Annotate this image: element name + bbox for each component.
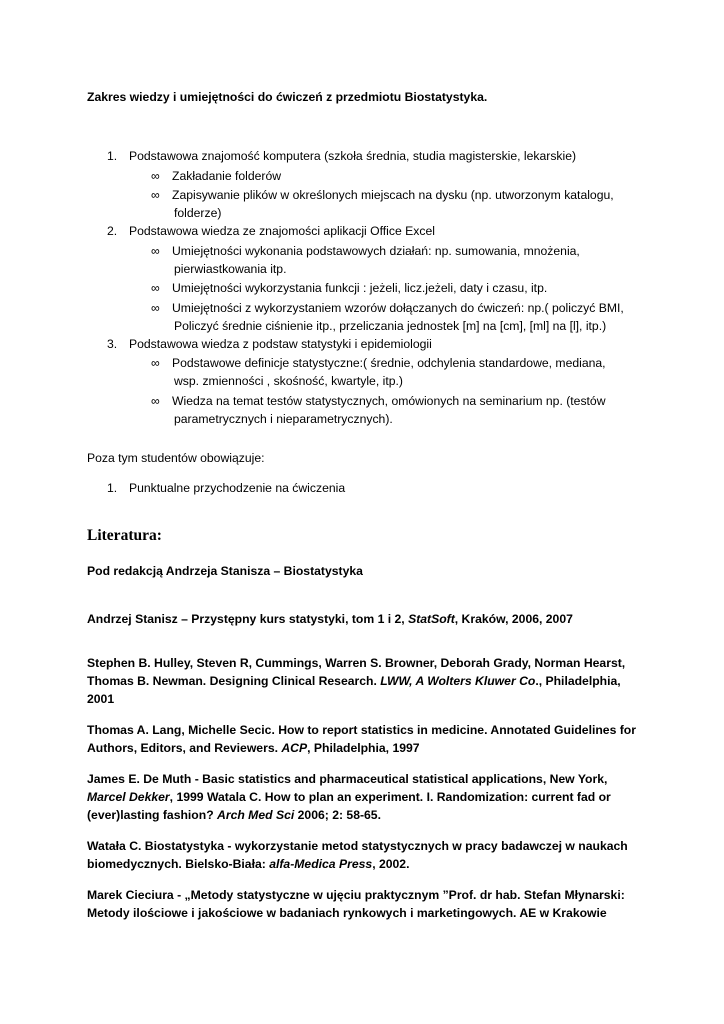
sub-item-continuation: wsp. zmienności , skośność, kwartyle, itp.)	[174, 374, 403, 388]
requirements-list	[87, 479, 647, 497]
sub-list-item	[87, 392, 657, 428]
reference-text: Thomas A. Lang, Michelle Secic. How to report statistics in medicine. Annotated Guidelines for Authors, Editors, and Reviewers.	[87, 723, 636, 755]
list-number: 1.	[107, 149, 118, 163]
sub-item-continuation: folderze)	[174, 206, 222, 220]
list-item	[87, 479, 647, 497]
reference-publisher: Marcel Dekker	[87, 790, 170, 804]
infinity-bullet-icon: ∞	[151, 393, 160, 408]
infinity-bullet-icon: ∞	[151, 188, 160, 202]
list-item-text: Podstawowa znajomość komputera (szkoła średnia, studia magisterskie, lekarskie)	[129, 149, 577, 163]
sub-list-item	[87, 299, 657, 335]
sub-item-text: Zakładanie folderów	[172, 168, 282, 183]
sub-list	[87, 242, 657, 335]
reference-entry	[87, 654, 647, 708]
reference-entry	[87, 886, 647, 922]
reference-entry	[87, 721, 647, 757]
reference-text: Andrzej Stanisz – Przystępny kurs statystyki, tom 1 i 2,	[87, 612, 409, 626]
reference-text: James E. De Muth - Basic statistics and pharmaceutical statistical applications, New York,	[87, 772, 608, 786]
sub-list	[87, 354, 657, 428]
document-title: Zakres wiedzy i umiejętności do ćwiczeń z przedmiotu Biostatystyka.	[87, 90, 488, 104]
list-item-text: Podstawowa wiedza ze znajomości aplikacji Office Excel	[129, 224, 435, 238]
sub-list-item	[87, 242, 657, 278]
reference-entry	[87, 770, 647, 824]
list-number: 3.	[107, 336, 118, 351]
infinity-bullet-icon: ∞	[151, 281, 160, 295]
reference-text: , 2002.	[372, 857, 410, 871]
sub-list-item	[87, 354, 657, 390]
reference-entry	[87, 837, 647, 873]
sub-item-text: Zapisywanie plików w określonych miejscach na dysku (np. utworzonym katalogu,	[172, 188, 614, 202]
infinity-bullet-icon: ∞	[151, 243, 160, 258]
reference-text: Stephen B. Hulley, Steven R, Cummings, Warren S. Browner, Deborah Grady, Norman Hearst, Thomas B. Newman. Designing Clinical Research.	[87, 656, 626, 688]
sub-list-item	[87, 279, 657, 297]
sub-item-text: Wiedza na temat testów statystycznych, omówionych na seminarium np. (testów	[172, 393, 606, 408]
references-list	[87, 562, 647, 922]
sub-list-item	[87, 167, 657, 185]
sub-list	[87, 167, 657, 223]
reference-text: , Philadelphia, 1997	[307, 741, 420, 755]
reference-entry	[87, 562, 647, 580]
sub-item-continuation: parametrycznych i nieparametrycznych).	[174, 411, 393, 426]
list-item	[87, 147, 657, 222]
reference-text: , Kraków, 2006, 2007	[454, 612, 573, 626]
list-number: 1.	[107, 481, 118, 495]
reference-text: Watała C. Biostatystyka - wykorzystanie metod statystycznych w pracy badawczej w naukach biomedycznych. Bielsko-Biała:	[87, 839, 628, 871]
reference-text: Pod redakcją Andrzeja Stanisza – Biostatystyka	[87, 564, 363, 578]
sub-item-text: Umiejętności wykonania podstawowych działań: np. sumowania, mnożenia,	[172, 243, 580, 258]
sub-list-item	[87, 186, 657, 222]
reference-journal: Arch Med Sci	[217, 808, 295, 822]
skills-list	[87, 147, 657, 428]
sub-item-text: Umiejętności wykorzystania funkcji : jeżeli, licz.jeżeli, daty i czasu, itp.	[172, 281, 548, 295]
list-number: 2.	[107, 224, 118, 238]
list-item-text: Punktualne przychodzenie na ćwiczenia	[129, 481, 346, 495]
reference-publisher: ACP	[281, 741, 308, 755]
list-item	[87, 222, 657, 335]
infinity-bullet-icon: ∞	[151, 356, 160, 370]
reference-text: 2006; 2: 58-65.	[294, 808, 381, 822]
list-item-text: Podstawowa wiedza z podstaw statystyki i epidemiologii	[129, 336, 432, 351]
sub-item-continuation: pierwiastkowania itp.	[174, 261, 287, 276]
reference-publisher: alfa-Medica Press	[269, 857, 373, 871]
reference-publisher: LWW, A Wolters Kluwer Co	[380, 674, 536, 688]
reference-entry	[87, 610, 647, 628]
sub-item-text: Umiejętności z wykorzystaniem wzorów dołączanych do ćwiczeń: np.( policzyć BMI,	[172, 300, 624, 315]
infinity-bullet-icon: ∞	[151, 300, 160, 315]
reference-text: ., Philadelphia, 2001	[87, 674, 621, 706]
reference-text: , 1999 Watala C. How to plan an experiment. I. Randomization: current fad or (ever)lasting fashion?	[87, 790, 611, 822]
infinity-bullet-icon: ∞	[151, 168, 160, 183]
reference-publisher: StatSoft	[408, 612, 455, 626]
literature-heading: Literatura:	[87, 527, 162, 544]
sub-item-continuation: Policzyć średnie ciśnienie itp., przeliczania jednostek [m] na [cm], [ml] na [l], itp.)	[174, 318, 607, 333]
sub-item-text: Podstawowe definicje statystyczne:( średnie, odchylenia standardowe, mediana,	[172, 356, 606, 370]
requirements-intro: Poza tym studentów obowiązuje:	[87, 451, 265, 465]
reference-text: Marek Cieciura - „Metody statystyczne w ujęciu praktycznym ”Prof. dr hab. Stefan Młynarski: Metody ilościowe i jakościowe w badaniach rynkowych i marketingowych. AE w Krakowie	[87, 888, 625, 920]
list-item	[87, 335, 657, 428]
